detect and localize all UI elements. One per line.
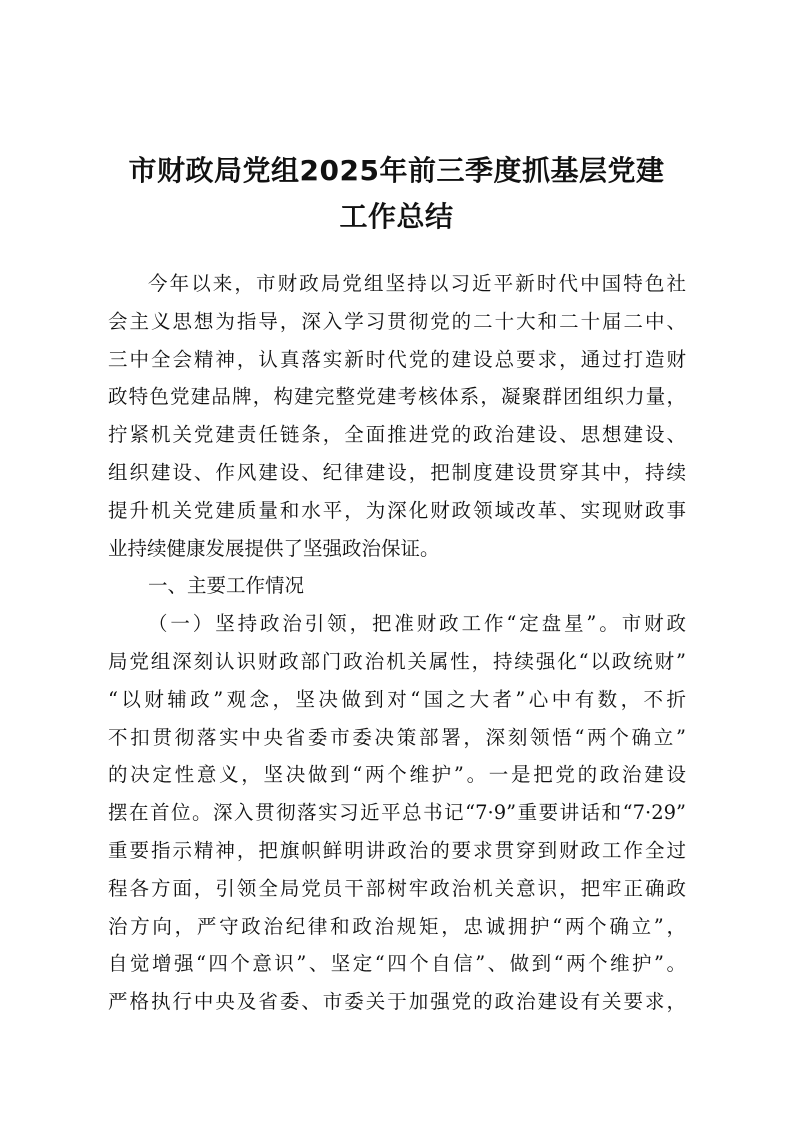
- intro-paragraph: [108, 265, 686, 567]
- section1-paragraph: [108, 605, 686, 1021]
- section-heading: [108, 567, 686, 605]
- text-line: 组织建设、作风建设、纪律建设，把制度建设贯穿其中，持续: [108, 460, 686, 484]
- text-line: 摆在首位。深入贯彻落实习近平总书记“7·9”重要讲话和“7·29”: [108, 801, 686, 825]
- document-body: [108, 265, 686, 1021]
- text-line: 严格执行中央及省委、市委关于加强党的政治建设有关要求，: [108, 990, 686, 1014]
- text-line: 程各方面，引领全局党员干部树牢政治机关意识，把牢正确政: [108, 876, 686, 900]
- text-line: （一）坚持政治引领，把准财政工作“定盘星”。市财政: [148, 612, 686, 636]
- text-line: 会主义思想为指导，深入学习贯彻党的二十大和二十届二中、: [108, 309, 686, 333]
- text-line: 重要指示精神，把旗帜鲜明讲政治的要求贯穿到财政工作全过: [108, 838, 686, 862]
- text-line: 提升机关党建质量和水平，为深化财政领域改革、实现财政事: [108, 498, 686, 522]
- text-line: 拧紧机关党建责任链条，全面推进党的政治建设、思想建设、: [108, 423, 686, 447]
- text-line: 政特色党建品牌，构建完整党建考核体系，凝聚群团组织力量，: [108, 385, 686, 409]
- text-line: 业持续健康发展提供了坚强政治保证。: [108, 536, 440, 560]
- section-heading-text: 一、主要工作情况: [148, 574, 305, 598]
- document-title: [110, 148, 683, 240]
- text-line: 的决定性意义，坚决做到“两个维护”。一是把党的政治建设: [108, 763, 686, 787]
- text-line: 治方向，严守政治纪律和政治规矩，忠诚拥护“两个确立”，: [108, 914, 686, 938]
- text-line: 不扣贯彻落实中央省委市委决策部署，深刻领悟“两个确立”: [108, 725, 686, 749]
- text-line: 三中全会精神，认真落实新时代党的建设总要求，通过打造财: [108, 347, 686, 371]
- text-line: “以财辅政”观念，坚决做到对“国之大者”心中有数，不折: [108, 687, 686, 711]
- text-line: 自觉增强“四个意识”、坚定“四个自信”、做到“两个维护”。: [108, 952, 686, 976]
- title-line-2: 工作总结: [339, 200, 454, 233]
- text-line: 今年以来，市财政局党组坚持以习近平新时代中国特色社: [148, 272, 686, 295]
- title-line-1: 市财政局党组2025年前三季度抓基层党建: [128, 154, 665, 187]
- text-line: 局党组深刻认识财政部门政治机关属性，持续强化“以政统财”: [108, 649, 686, 673]
